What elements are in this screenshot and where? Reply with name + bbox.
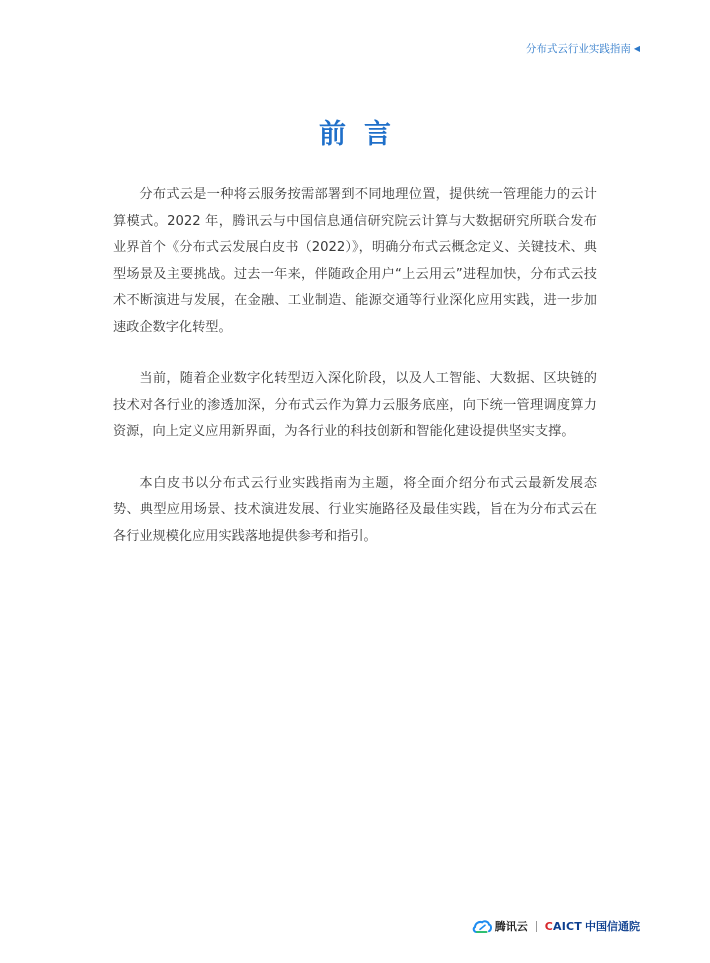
- tencent-cloud-label: 腾讯云: [494, 920, 528, 933]
- page-title: 前言: [319, 119, 409, 150]
- body-text: [113, 182, 597, 550]
- paragraph-2: 当前，随着企业数字化转型迈入深化阶段，以及人工智能、大数据、区块链的技术对各行业的渗透加深，分布式云作为算力云服务底座，向下统一管理调度算力资源，向上定义应用新界面，为各行业的科技创新和智能化建设提供坚实支撑。: [113, 371, 597, 439]
- running-header-title: 分布式云行业实践指南: [525, 43, 631, 55]
- caict-logo: [545, 918, 640, 934]
- tencent-cloud-logo: [472, 918, 528, 934]
- caict-mark-rest: AICT: [553, 919, 582, 933]
- caict-mark: [545, 920, 582, 933]
- footer-divider: [536, 921, 537, 932]
- paragraph-1: 分布式云是一种将云服务按需部署到不同地理位置，提供统一管理能力的云计算模式。2022 年，腾讯云与中国信息通信研究院云计算与大数据研究所联合发布业界首个《分布式云发展白皮书（2022）》，明确分布式云概念定义、关键技术、典型场景及主要挑战。过去一年来，伴随政企用户“上云用云”进程加快，分布式云技术不断演进与发展，在金融、工业制造、能源交通等行业深化应用实践，进一步加速政企数字化转型。: [113, 187, 597, 335]
- running-header: [526, 41, 640, 56]
- footer-logos: [472, 918, 640, 934]
- paragraph-3: 本白皮书以分布式云行业实践指南为主题，将全面介绍分布式云最新发展态势、典型应用场景、技术演进发展、行业实施路径及最佳实践，旨在为分布式云在各行业规模化应用实践落地提供参考和指引。: [113, 475, 597, 544]
- tencent-cloud-icon: [472, 920, 492, 933]
- left-triangle-icon: ◀: [633, 43, 640, 53]
- caict-mark-c: C: [544, 919, 554, 933]
- caict-name: 中国信通院: [585, 920, 640, 933]
